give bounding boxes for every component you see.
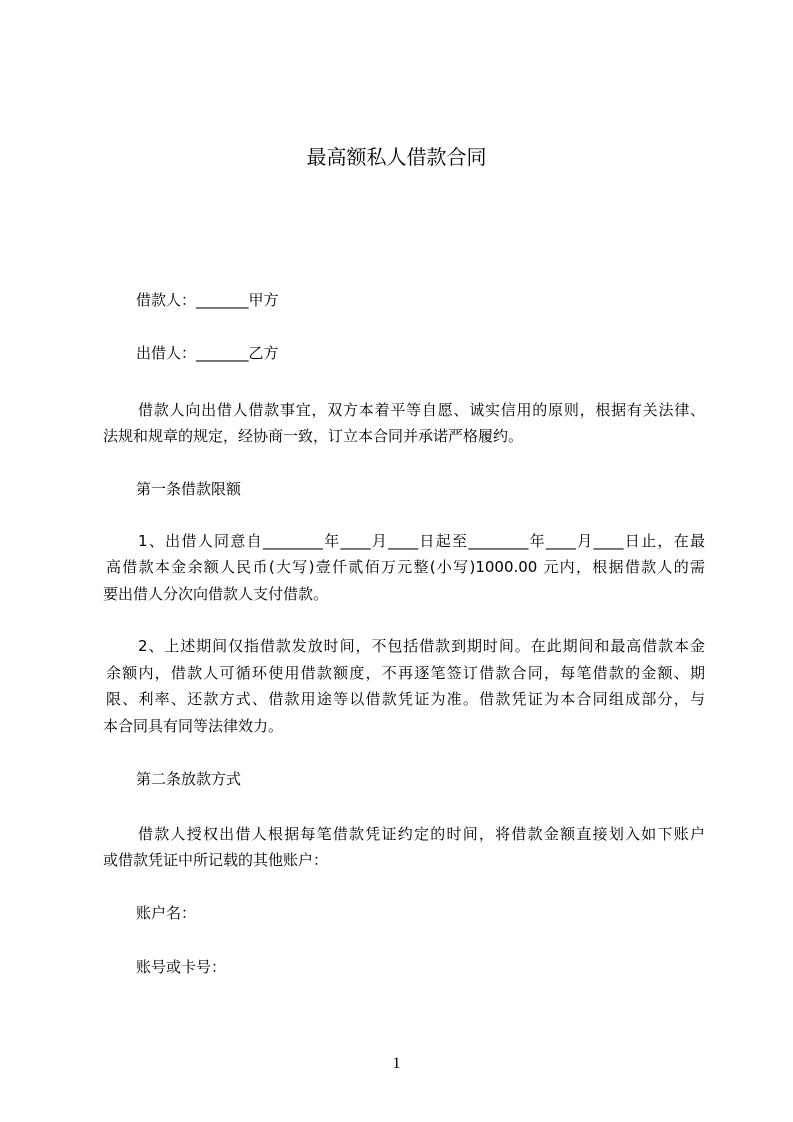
document-title: 最高额私人借款合同 xyxy=(306,145,487,169)
intro-line: 法规和规章的规定，经协商一致，订立本合同并承诺严格履约。 xyxy=(103,427,524,445)
article1-p1-line: 1、出借人同意自________年____月____日起至________年____月____日止，在最 xyxy=(138,532,705,550)
article1-p2-line: 余额内，借款人可循环使用借款额度，不再逐笔签订借款合同，每笔借款的金额、期 xyxy=(106,664,705,682)
intro-line: 借款人向出借人借款事宜，双方本着平等自愿、诚实信用的原则，根据有关法律、 xyxy=(138,401,705,419)
account-name-label: 账户名： xyxy=(136,904,197,922)
article1-p2-line: 本合同具有同等法律效力。 xyxy=(103,717,284,735)
article1-title: 第一条借款限额 xyxy=(136,480,242,498)
page-number: 1 xyxy=(392,1055,401,1072)
article1-p2-line: 限、利率、还款方式、借款用途等以借款凭证为准。借款凭证为本合同组成部分，与 xyxy=(106,690,705,708)
account-number-label: 账号或卡号： xyxy=(136,958,227,976)
article1-p1-line: 高借款本金余额人民币(大写)壹仟贰佰万元整(小写)1000.00 元内，根据借款人的需 xyxy=(106,558,705,576)
article1-p2-line: 2、上述期间仅指借款发放时间，不包括借款到期时间。在此期间和最高借款本金 xyxy=(138,637,705,655)
lender-line: 出借人：_______乙方 xyxy=(136,344,279,362)
article1-p1-line: 要出借人分次向借款人支付借款。 xyxy=(103,585,329,603)
borrower-line: 借款人：_______甲方 xyxy=(136,291,279,309)
article2-title: 第二条放款方式 xyxy=(136,770,242,788)
article2-p1-line: 或借款凭证中所记载的其他账户： xyxy=(103,851,329,869)
article2-p1-line: 借款人授权出借人根据每笔借款凭证约定的时间，将借款金额直接划入如下账户 xyxy=(138,825,705,843)
